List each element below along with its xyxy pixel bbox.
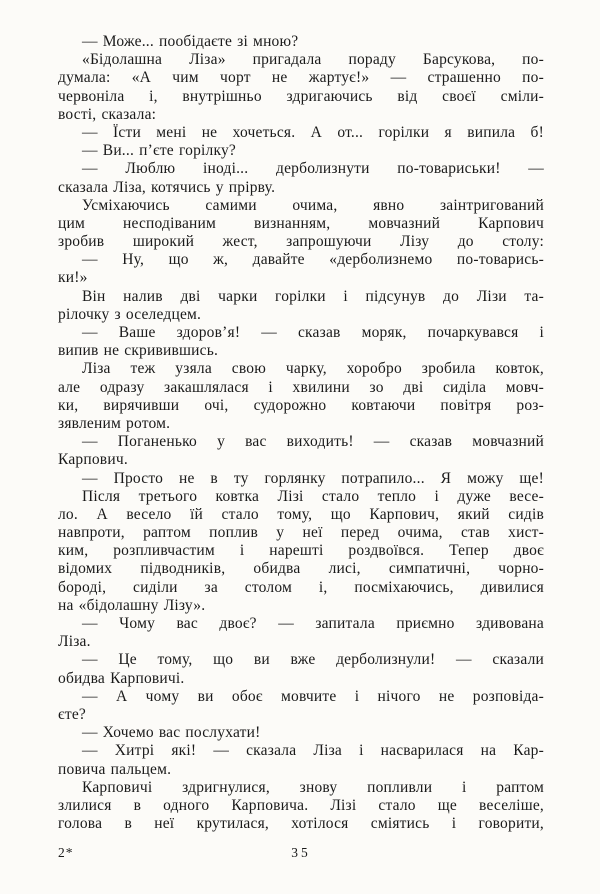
- text-line: вості, сказала:: [58, 105, 157, 123]
- text-line: Карповичі здригнулися, знову попливли і раптом: [82, 778, 544, 796]
- text-line: — Це тому, що ви вже дерболизнули! — сказали: [82, 651, 544, 669]
- text-line: Ліза теж узяла свою чарку, хоробро зробила ковток,: [82, 360, 544, 378]
- text-line: — Хочемо вас послухати!: [82, 724, 261, 742]
- text-line: Ліза.: [58, 633, 91, 651]
- text-line: — Просто не в ту горлянку потрапило... Я можу ще!: [82, 469, 544, 487]
- text-line: але одразу закашлялася і хвилини зо дві сиділа мовч-: [58, 378, 544, 396]
- text-line: випив не скривившись.: [58, 342, 219, 360]
- text-line: бороді, сиділи за столом і, посміхаючись, дивилися: [58, 578, 544, 596]
- text-line: — Їсти мені не хочеться. А от... горілки я випила б!: [82, 123, 544, 141]
- text-line: зявленим ротом.: [58, 414, 171, 432]
- text-line: думала: «А чим чорт не жартує!» — страшенно по-: [58, 69, 544, 87]
- text-line: Усміхаючись самими очима, явно заінтригований: [82, 196, 544, 214]
- text-line: цим несподіваним визнанням, мовчазний Карпович: [58, 214, 544, 232]
- text-line: — Поганенько у вас виходить! — сказав мовчазний: [82, 433, 544, 451]
- text-line: обидва Карповичі.: [58, 669, 185, 687]
- text-line: — Ви... п’єте горілку?: [82, 142, 236, 160]
- text-line: ким, розпливчастим і нарешті роздвоївся. Тепер двоє: [58, 542, 544, 560]
- text-line: на «бідолашну Лізу».: [58, 596, 206, 614]
- text-line: «Бідолашна Ліза» пригадала пораду Барсукова, по-: [82, 51, 544, 69]
- text-line: відомих підводників, обидва лисі, симпатичні, чорно-: [58, 560, 544, 578]
- text-line: — Хитрі які! — сказала Ліза і насварилася на Кар-: [82, 742, 544, 760]
- text-line: — Ваше здоров’я! — сказав моряк, почаркувався і: [82, 324, 544, 341]
- text-line: Після третього ковтка Лізі стало тепло і дуже весе-: [82, 487, 544, 505]
- text-line: ки!»: [58, 269, 88, 287]
- text-line: ло. А весело їй стало тому, що Карпович, який сидів: [58, 505, 544, 523]
- page-text: [58, 33, 544, 833]
- text-line: Він налив дві чарки горілки і підсунув до Лізи та-: [82, 287, 544, 305]
- text-line: рілочку з оселедцем.: [58, 305, 202, 323]
- text-line: — Люблю іноді... дерболизнути по-товариськи! —: [82, 160, 544, 178]
- signature-mark: 2*: [58, 845, 74, 860]
- page-footer: [58, 843, 544, 863]
- text-line: голова в неї крутилася, хотілося сміятись і говорити,: [58, 815, 544, 833]
- text-line: — Ну, що ж, давайте «дерболизнемо по-товарись-: [82, 251, 544, 269]
- text-line: — Чому вас двоє? — запитала приємно здивована: [82, 615, 544, 632]
- text-line: Карпович.: [58, 451, 128, 469]
- text-line: ки, вирячивши очі, судорожно ковтаючи повітря роз-: [58, 396, 544, 414]
- text-line: червоніла і, внутрішньо здригаючись від своєї сміли-: [58, 87, 544, 105]
- page-number: 35: [291, 845, 311, 860]
- text-line: — А чому ви обоє мовчите і нічого не розповіда-: [82, 687, 544, 705]
- text-line: злилися в одного Карповича. Лізі стало ще веселіше,: [58, 796, 544, 814]
- text-line: навпроти, раптом поплив у неї перед очима, став хист-: [58, 524, 544, 542]
- text-line: сказала Ліза, котячись у прірву.: [58, 178, 276, 196]
- text-line: — Може... пообідаєте зі мною?: [82, 33, 299, 50]
- text-line: повича пальцем.: [58, 760, 172, 778]
- text-line: єте?: [58, 705, 86, 723]
- text-line: зробив широкий жест, запрошуючи Лізу до столу:: [58, 233, 544, 251]
